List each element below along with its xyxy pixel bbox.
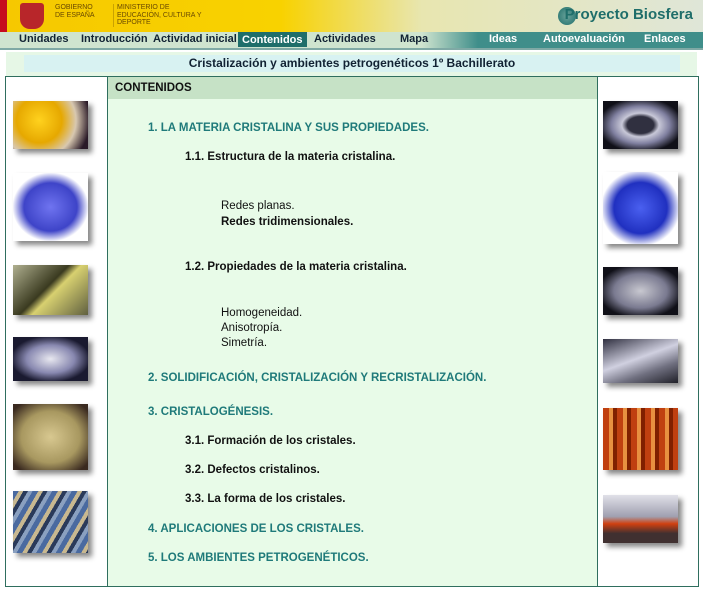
subsection-link-3-1[interactable]: 3.1. Formación de los cristales. [185,435,356,447]
subsection-link-1-1[interactable]: 1.1. Estructura de la materia cristalina. [185,151,396,163]
pyrite-image [13,265,88,315]
cubic-lattice-image [13,173,88,241]
nav-actividades[interactable]: Actividades [314,33,376,45]
diamond-image [13,404,88,470]
page-title-bar [6,52,697,76]
header [0,0,703,32]
section-link-1[interactable]: 1. LA MATERIA CRISTALINA Y SUS PROPIEDADES. [148,122,429,134]
topic-anisotropia[interactable]: Anisotropía. [221,322,283,334]
contents-panel [107,77,598,586]
geode-image [603,101,678,149]
nav-ideas[interactable]: Ideas [489,33,518,45]
section-link-4[interactable]: 4. APLICACIONES DE LOS CRISTALES. [148,523,364,535]
contents-heading: CONTENIDOS [108,77,597,99]
coat-of-arms-icon [20,3,44,29]
section-link-2[interactable]: 2. SOLIDIFICACIÓN, CRISTALIZACIÓN Y RECRISTALIZACIÓN. [148,372,487,384]
gobierno-label: GOBIERNO DE ESPAÑA [55,4,95,19]
section-link-5[interactable]: 5. LOS AMBIENTES PETROGENÉTICOS. [148,552,369,564]
nav-actividad-inicial[interactable]: Actividad inicial [153,33,237,45]
nav-bar [0,32,703,50]
section-link-3[interactable]: 3. CRISTALOGÉNESIS. [148,406,274,418]
volcano-image [603,495,678,543]
nav-contenidos[interactable]: Contenidos [238,32,307,47]
sulfur-crystal-image [13,101,88,149]
brand-link[interactable]: Proyecto Biosfera [564,6,693,23]
subsection-link-1-2[interactable]: 1.2. Propiedades de la materia cristalina. [185,261,407,273]
nav-introduccion[interactable]: Introducción [81,33,148,45]
topic-simetria[interactable]: Simetría. [221,337,268,349]
topic-homogeneidad[interactable]: Homogeneidad. [221,307,303,319]
page-title: Cristalización y ambientes petrogenéticos 1º Bachillerato [24,55,680,72]
subsection-link-3-2[interactable]: 3.2. Defectos cristalinos. [185,464,320,476]
quartz-cluster-image [603,339,678,383]
content-frame [5,76,699,587]
subsection-link-3-3[interactable]: 3.3. La forma de los cristales. [185,493,346,505]
ministerio-label: MINISTERIO DE EDUCACIÓN, CULTURA Y DEPORTE [113,4,212,27]
nav-mapa[interactable]: Mapa [400,33,429,45]
topic-redes-planas[interactable]: Redes planas. [221,200,295,212]
rock-thin-section-image [13,491,88,553]
fluorite-image [603,267,678,315]
flag-stripe [0,0,7,32]
crystal-pattern-image [603,408,678,470]
nav-enlaces[interactable]: Enlaces [644,33,686,45]
crystal-lattice-image [603,172,678,244]
nav-unidades[interactable]: Unidades [19,33,69,45]
quartz-crystal-image [13,337,88,381]
topic-redes-tridimensionales[interactable]: Redes tridimensionales. [221,216,354,228]
nav-autoevaluacion[interactable]: Autoevaluación [543,33,625,45]
